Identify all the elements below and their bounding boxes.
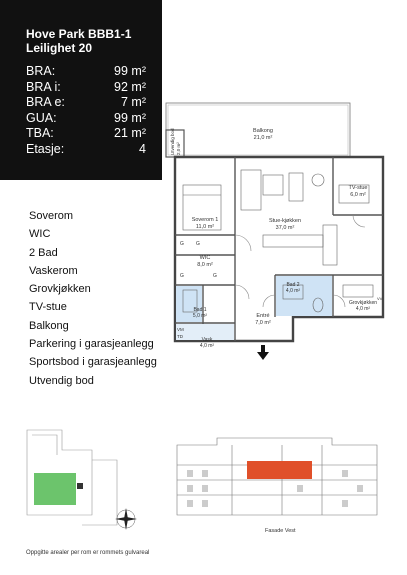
room-name-tv-stue: TV-stue	[348, 185, 368, 191]
site-entrance-marker	[77, 483, 83, 489]
stat-label: BRA i:	[26, 79, 61, 94]
site-highlight	[34, 473, 76, 505]
area-stats	[26, 64, 146, 157]
stat-label: TBA:	[26, 126, 54, 140]
room-name-entre: Entré	[256, 313, 270, 319]
stat-row-bra-e	[26, 95, 146, 111]
feature-item: Sportsbod i garasjeanlegg	[29, 356, 157, 369]
water-heater-marker: VV	[377, 296, 383, 301]
room-name-soverom1: Soverom 1	[191, 217, 219, 223]
wardrobe-marker: G	[180, 273, 184, 279]
stat-value: 4	[139, 141, 146, 156]
bath2-floor	[276, 276, 332, 316]
feature-item: Vaskerom	[29, 264, 78, 277]
stat-value: 21 m²	[114, 126, 146, 140]
wardrobe-marker: G	[180, 241, 184, 247]
outdoor-storage	[166, 130, 184, 157]
feature-item: Utvendig bod	[29, 374, 94, 387]
stat-value: 7 m²	[121, 95, 146, 109]
feature-item: WIC	[29, 228, 51, 241]
room-area-balkong: 21,0 m²	[253, 135, 273, 141]
dryer-marker: TD	[177, 334, 183, 339]
stat-label: BRA e:	[26, 95, 65, 109]
stat-row-etasje	[26, 142, 146, 158]
stat-value: 99 m²	[114, 110, 146, 125]
facade-elevation	[172, 430, 382, 520]
feature-item: 2 Bad	[29, 246, 58, 259]
room-name-grovkjokken: Grovkjøkken	[348, 300, 378, 306]
room-name-utvendig-bod: Utvendig bod	[170, 128, 175, 155]
room-name-wic: WIC	[199, 255, 211, 261]
stat-label: Etasje:	[26, 141, 65, 156]
stat-label: BRA:	[26, 64, 56, 78]
room-area-entre: 7,0 m²	[255, 320, 271, 326]
room-area-bad2: 4,0 m²	[285, 288, 301, 294]
stat-value: 99 m²	[114, 64, 146, 78]
stat-row-tba	[26, 126, 146, 142]
room-area-utvendig-bod: 2,0 m²	[176, 142, 181, 155]
wardrobe-marker: G	[213, 273, 217, 279]
apartment-info-box	[0, 0, 162, 180]
room-name-balkong: Balkong	[253, 128, 273, 134]
stat-row-bra-i	[26, 80, 146, 96]
stat-row-gua	[26, 111, 146, 127]
compass-icon	[115, 508, 137, 530]
room-area-grovkjokken: 4,0 m²	[355, 306, 371, 312]
stat-label: GUA:	[26, 110, 57, 125]
feature-item: Parkering i garasjeanlegg	[29, 338, 154, 351]
feature-item: Grovkjøkken	[29, 283, 91, 296]
feature-item: TV-stue	[29, 301, 67, 314]
floor-plan	[163, 95, 393, 370]
feature-list	[29, 207, 157, 390]
facade-caption: Fasade Vest	[265, 528, 296, 534]
entrance-arrow-icon	[257, 345, 269, 360]
room-area-wic: 8,0 m²	[197, 262, 213, 268]
room-area-bad1: 5,0 m²	[192, 313, 208, 319]
room-area-tv-stue: 6,0 m²	[350, 192, 366, 198]
room-area-stue-kjokken: 37,0 m²	[275, 225, 295, 231]
room-area-vask: 4,0 m²	[199, 343, 215, 349]
area-footnote: Oppgitte arealer per rom er rommets gulvareal	[26, 550, 150, 556]
feature-item: Soverom	[29, 210, 74, 222]
site-plan	[22, 425, 142, 545]
facade-unit-highlight	[247, 461, 312, 479]
wardrobe-marker: G	[196, 241, 200, 247]
apartment-number: Leilighet 20	[26, 41, 93, 55]
project-title: Hove Park BBB1-1	[26, 27, 132, 41]
room-name-bad2: Bad 2	[286, 282, 300, 288]
stat-row-bra	[26, 64, 146, 80]
room-area-soverom1: 11,0 m²	[195, 224, 215, 230]
washer-marker: VM	[177, 327, 184, 332]
stat-value: 92 m²	[114, 79, 146, 94]
room-name-stue-kjokken: Stue-kjøkken	[268, 218, 302, 224]
feature-item: Balkong	[29, 319, 69, 332]
room-name-bad1: Bad 1	[193, 307, 207, 313]
room-name-vask: Vask	[201, 337, 213, 343]
